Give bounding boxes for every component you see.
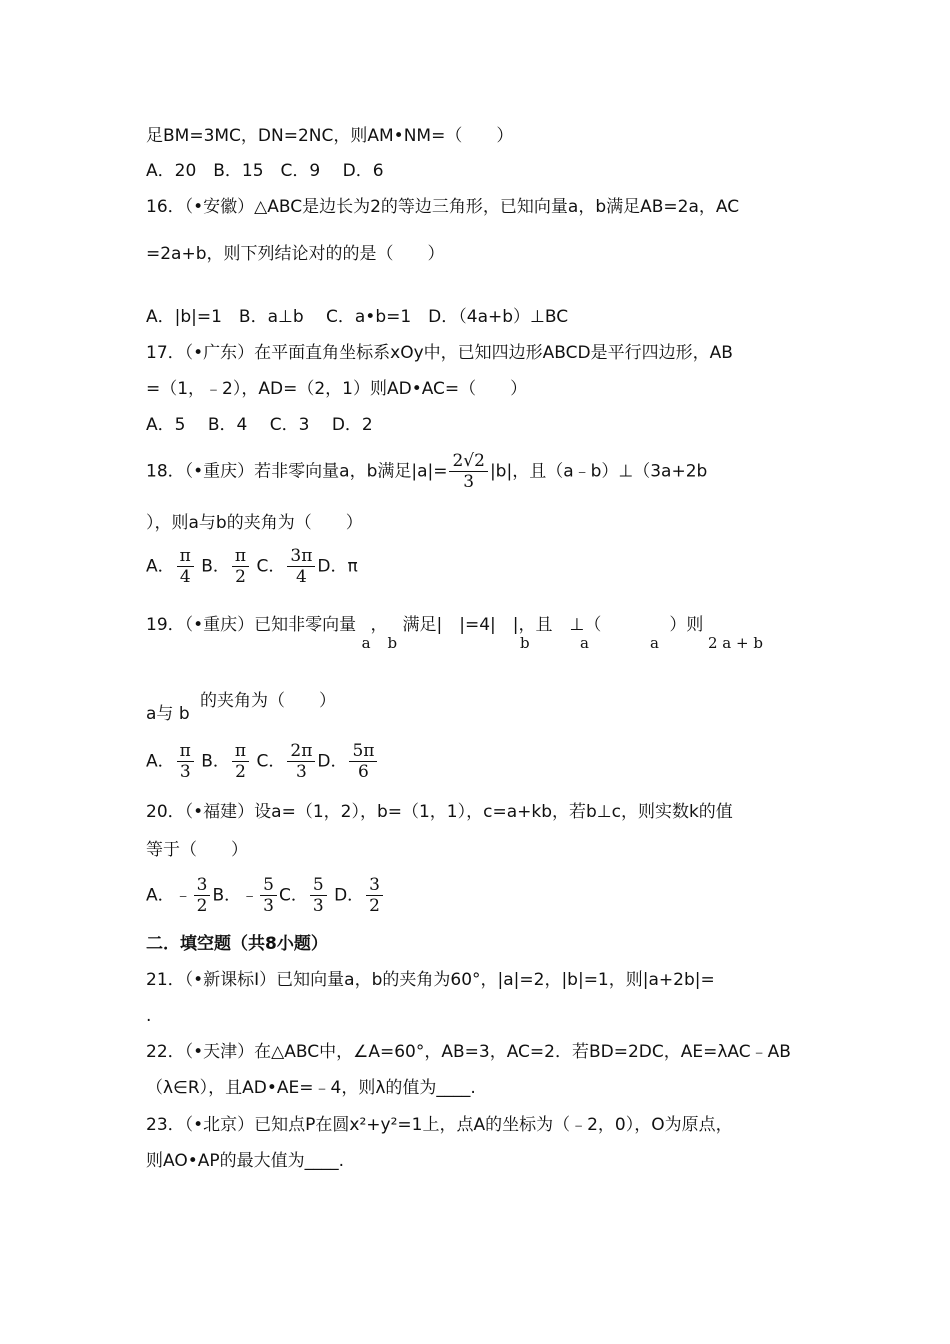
q18-fraction [449,451,487,492]
q18-line1 [146,451,707,492]
frac-den: 4 [179,567,191,587]
q18-opt-c: C． [256,556,286,577]
q19-sub-a3: a [650,634,659,652]
frac-den: 3 [312,896,324,916]
q19-opt-b: B． [201,751,230,772]
q19-opt-a-frac [177,741,194,782]
frac-num: 5π [349,741,377,762]
q20-opt-d: D． [334,885,365,906]
q20-opt-b-frac [260,875,277,916]
q17-line1: 17．（•广东）在平面直角坐标系xOy中，已知四边形ABCD是平行四边形，AB [146,343,733,363]
frac-num: 3 [366,875,383,896]
section-heading: 二．填空题（共8小题） [146,934,328,954]
q18-frac-den: 3 [463,472,475,492]
q18-line2: ），则a与b的夹角为（ ） [146,513,363,533]
q19-opt-b-frac [232,741,249,782]
frac-den: 3 [179,762,191,782]
q22-line1: 22．（•天津）在△ABC中，∠A=60°，AB=3，AC=2．若BD=2DC，AE=λAC﹣AB [146,1042,791,1062]
frac-num: 3 [194,875,211,896]
frac-num: 3π [287,546,315,567]
frac-num: 5 [260,875,277,896]
q19-options [146,741,379,782]
q16-line1: 16．（•安徽）△ABC是边长为2的等边三角形，已知向量a，b满足AB=2a，AC [146,197,740,217]
q22-line2: （λ∈R），且AD•AE=﹣4，则λ的值为____. [146,1078,476,1098]
q19-opt-a: A． [146,751,175,772]
q20-opt-c: C． [278,885,308,906]
frac-den: 2 [196,896,208,916]
q20-opt-d-frac [366,875,383,916]
q15-line1: 足BM=3MC，DN=2NC，则AM•NM=（ ） [146,126,514,146]
q18-opt-b: B． [201,556,230,577]
frac-den: 2 [369,896,380,916]
frac-num: π [232,546,249,567]
q23-line1: 23．（•北京）已知点P在圆x²+y²=1上，点A的坐标为（﹣2，0），O为原点， [146,1115,733,1135]
frac-den: 3 [295,762,307,782]
q19-opt-c: C． [256,751,286,772]
frac-num: π [177,546,194,567]
frac-num: 2π [287,741,315,762]
q19-sub-b2: b [520,634,530,652]
q18-opt-c-frac [287,546,315,587]
q19-line2: 的夹角为（ ） [200,691,336,711]
q20-opt-a: A．﹣ [146,885,192,906]
frac-num: π [177,741,194,762]
q18-opt-a: A． [146,556,175,577]
q19-text-a: 19．（•重庆）已知非零向量 [146,615,357,635]
q19-opt-d-frac [349,741,377,782]
frac-den: 2 [235,567,246,587]
q17-line2: =（1，﹣2），AD=（2，1）则AD•AC=（ ） [146,379,528,399]
q19-opt-c-frac [287,741,315,782]
q20-options [146,875,385,916]
q19-sub-a2: a [580,634,589,652]
q21-line2: . [146,1006,152,1026]
q18-text-b: |b|，且（a﹣b）⊥（3a+2b [489,461,708,482]
q16-options: A．|b|=1 B．a⊥b C．a•b=1 D．（4a+b）⊥BC [146,307,569,327]
q15-options: A．20 B．15 C．9 D．6 [146,161,384,181]
q16-line2: =2a+b，则下列结论对的的是（ ） [146,244,445,264]
q18-opt-d: D．π [317,556,358,577]
q20-opt-a-frac [194,875,211,916]
q19-line2-pre: a与 b [146,704,190,724]
q19-text-b: 满足| |=4| |，且 ⊥（ ）则 [402,615,704,635]
frac-den: 3 [263,896,274,916]
frac-den: 2 [235,762,246,782]
frac-den: 6 [358,762,369,782]
q20-opt-b: B．﹣ [212,885,259,906]
q23-line2: 则AO•AP的最大值为____. [146,1151,345,1171]
q18-opt-a-frac [177,546,194,587]
q20-line1: 20．（•福建）设a=（1，2），b=（1，1），c=a+kb，若b⊥c，则实数k的值 [146,802,733,822]
frac-num: 5 [310,875,327,896]
frac-den: 4 [295,567,307,587]
q19-sub-b1: b [387,634,398,652]
q20-line2: 等于（ ） [146,840,248,860]
q21-line1: 21．（•新课标Ⅰ）已知向量a，b的夹角为60°，|a|=2，|b|=1，则|a+2b|= [146,970,715,990]
q19-sub-a1: a [361,634,371,652]
q19-sub-expr: 2 a + b [708,634,763,652]
q18-opt-b-frac [232,546,249,587]
q20-opt-c-frac [310,875,327,916]
q18-options [146,546,358,587]
q17-options: A．5 B．4 C．3 D．2 [146,415,373,435]
q19-opt-d: D． [317,751,348,772]
q19-line1: 19．（•重庆）已知非零向量 a，b 满足| |=4| |，且 ⊥（ ）则 [146,615,704,652]
q18-frac-num: 2√2 [449,451,487,472]
q18-text-a: 18．（•重庆）若非零向量a，b满足|a|= [146,461,448,482]
frac-num: π [232,741,249,762]
